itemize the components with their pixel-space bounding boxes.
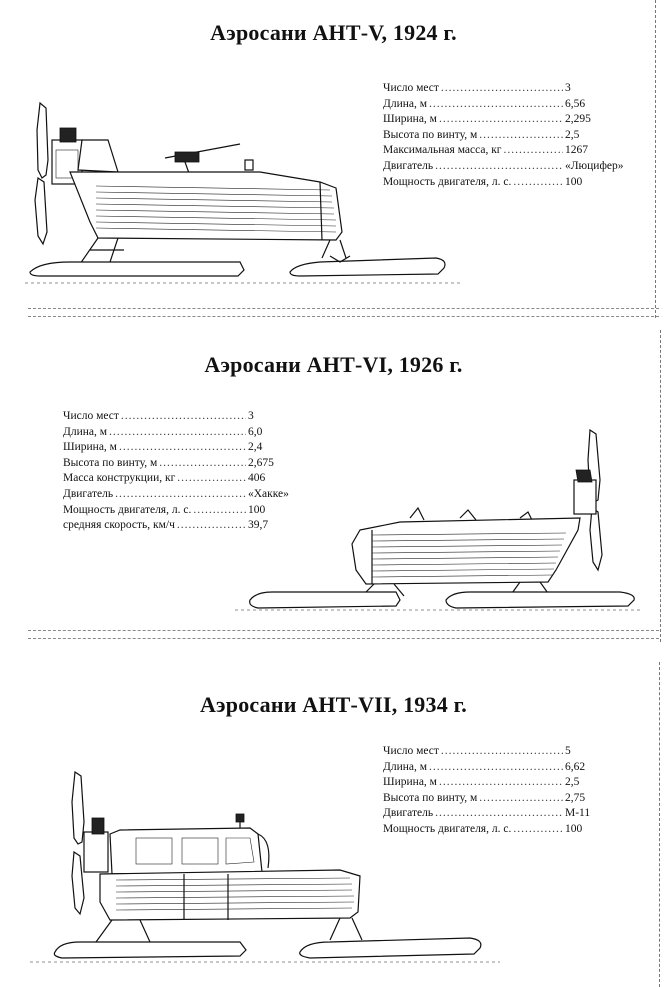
spec-label: Длина, м — [383, 760, 428, 773]
spec-row — [383, 81, 635, 97]
spec-value: 1267 — [565, 144, 588, 157]
spec-value: 100 — [565, 822, 583, 835]
spec-value: 2,675 — [248, 456, 274, 469]
spec-label: Число мест — [383, 82, 439, 94]
spec-label: Число мест — [383, 745, 439, 757]
spec-label: Ширина, м — [383, 776, 437, 789]
spec-label: Масса конструкции, кг — [63, 472, 176, 485]
spec-label: Длина, м — [63, 425, 108, 438]
spec-value: 2,5 — [565, 128, 580, 141]
spec-value: 2,4 — [248, 441, 263, 454]
section-ant-vi — [0, 330, 667, 642]
leader-dots — [441, 81, 563, 97]
leader-dots — [429, 97, 563, 113]
spec-label: Ширина, м — [383, 113, 437, 126]
spec-label: Высота по винту, м — [383, 791, 478, 804]
spec-value: М-11 — [565, 807, 591, 820]
section-divider — [28, 638, 659, 639]
spec-value: 100 — [248, 503, 266, 516]
spec-label: Длина, м — [383, 97, 428, 110]
spec-label: Высота по винту, м — [63, 456, 158, 469]
spec-value: 3 — [565, 82, 571, 94]
spec-value: 2,75 — [565, 791, 586, 804]
specs-table-ant-v — [383, 81, 635, 190]
spec-value: 39,7 — [248, 519, 269, 532]
section-divider — [28, 630, 659, 631]
spec-label: Двигатель — [383, 159, 434, 172]
spec-value: «Хакке» — [248, 487, 289, 500]
spec-value: 6,0 — [248, 425, 263, 438]
section-ant-v — [0, 0, 667, 318]
spec-row — [383, 97, 635, 113]
spec-value: 406 — [248, 472, 266, 485]
spec-label: Двигатель — [63, 487, 114, 500]
leader-dots — [504, 143, 563, 159]
spec-label: Максимальная масса, кг — [383, 144, 502, 157]
spec-row — [383, 159, 635, 175]
section-title-ant-vii: Аэросани АНТ-VII, 1934 г. — [199, 692, 468, 717]
section-title-ant-v: Аэросани АНТ-V, 1924 г. — [210, 20, 457, 45]
spec-label: Мощность двигателя, л. с. — [383, 175, 512, 188]
spec-row — [383, 143, 635, 159]
spec-label: Ширина, м — [63, 441, 117, 454]
spec-value: 5 — [565, 745, 571, 757]
spec-value: 2,5 — [565, 776, 580, 789]
leader-dots — [479, 128, 563, 144]
spec-label: Высота по винту, м — [383, 128, 478, 141]
aerosled-ant-vii-drawing — [0, 662, 667, 987]
spec-value: 6,56 — [565, 97, 586, 110]
spec-value: 3 — [248, 410, 254, 422]
section-title-ant-vi: Аэросани АНТ-VI, 1926 г. — [204, 352, 463, 377]
spec-value: 6,62 — [565, 760, 586, 773]
leader-dots — [435, 159, 563, 175]
section-divider — [28, 316, 659, 317]
section-ant-vii — [0, 662, 667, 987]
spec-label: Мощность двигателя, л. с. — [383, 822, 512, 835]
leader-dots — [513, 175, 563, 191]
spec-label: Двигатель — [383, 807, 434, 820]
spec-value: 2,295 — [565, 113, 591, 126]
section-divider — [28, 308, 659, 309]
spec-row — [383, 128, 635, 144]
spec-value: 100 — [565, 175, 583, 188]
spec-row — [383, 112, 635, 128]
aerosled-ant-vi-drawing — [0, 330, 667, 642]
spec-label: Мощность двигателя, л. с. — [63, 503, 192, 516]
spec-label: Число мест — [63, 410, 119, 422]
spec-label: средняя скорость, км/ч — [63, 519, 175, 532]
leader-dots — [439, 112, 563, 128]
spec-row — [383, 175, 635, 191]
spec-value: «Люцифер» — [565, 159, 624, 172]
